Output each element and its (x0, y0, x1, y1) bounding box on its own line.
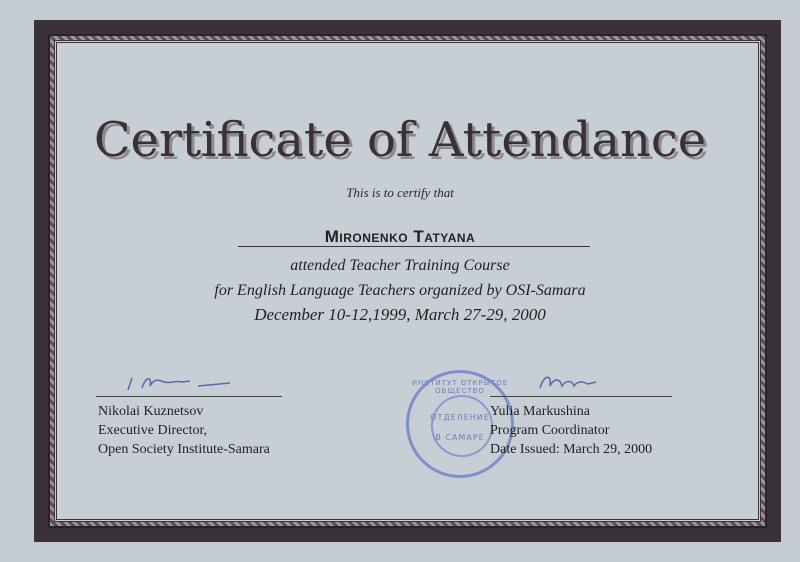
organizer-line: for English Language Teachers organized by OSI-Samara (214, 282, 586, 299)
left-signature-line (96, 396, 282, 397)
name-underline (238, 246, 590, 247)
right-signer-name: Yulia Markushina (490, 404, 590, 419)
left-signer-name: Nikolai Kuznetsov (98, 404, 204, 419)
left-signature (120, 368, 240, 396)
stamp-bottom-text: В САМАРЕ (435, 433, 485, 442)
stamp-middle-text: ОТДЕЛЕНИЕ (430, 413, 490, 422)
right-signature (534, 368, 604, 396)
certificate-title: Certificate of Attendance (93, 112, 707, 168)
certify-text: This is to certify that (346, 185, 454, 200)
right-signer-block (490, 402, 652, 459)
dates-line: December 10-12,1999, March 27-29, 2000 (254, 305, 546, 324)
stamp-inner-ring (431, 395, 493, 457)
recipient-name: Mironenko Tatyana (324, 227, 476, 246)
course-line: attended Teacher Training Course (290, 257, 510, 274)
left-signer-block (98, 402, 270, 459)
issue-date: Date Issued: March 29, 2000 (490, 442, 653, 457)
stamp-top-text: ИНСТИТУТ ОТКРЫТОЕ ОБЩЕСТВО (411, 379, 509, 395)
right-signer-title: Program Coordinator (490, 423, 610, 438)
left-signer-title: Executive Director, (98, 423, 208, 438)
left-signer-org: Open Society Institute-Samara (98, 442, 270, 457)
right-signature-line (490, 396, 672, 397)
